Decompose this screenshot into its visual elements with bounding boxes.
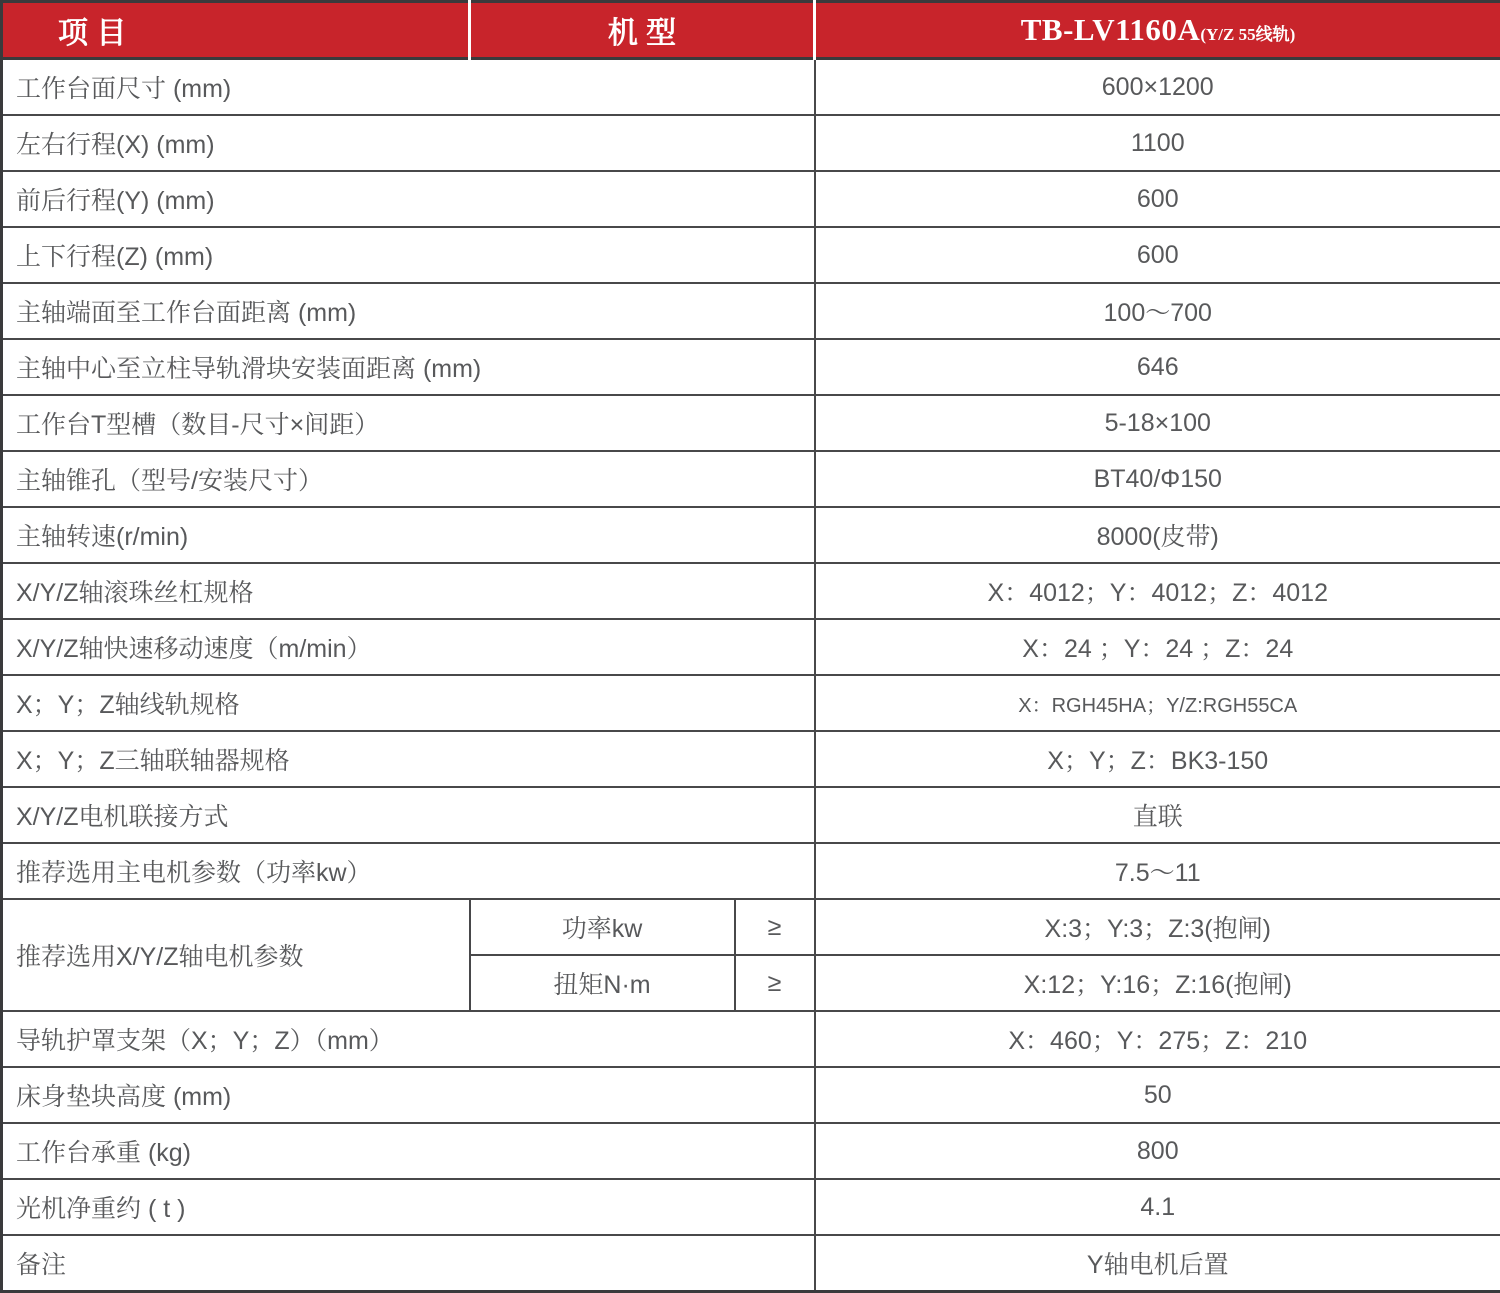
table-row: [2, 563, 1500, 619]
spec-label: 工作台T型槽（数目-尺寸×间距）: [2, 395, 815, 451]
spec-label: 工作台面尺寸 (mm): [2, 59, 815, 116]
table-row: [2, 395, 1500, 451]
spec-label: 左右行程(X) (mm): [2, 115, 815, 171]
table-row: [2, 451, 1500, 507]
sub-param-label: 扭矩N·m: [470, 955, 735, 1011]
table-row: [2, 1123, 1500, 1179]
spec-label: 主轴端面至工作台面距离 (mm): [2, 283, 815, 339]
table-row: [2, 507, 1500, 563]
spec-value: X：RGH45HA；Y/Z:RGH55CA: [815, 675, 1500, 731]
table-row: [2, 1235, 1500, 1292]
spec-value: 直联: [815, 787, 1500, 843]
spec-label: 床身垫块高度 (mm): [2, 1067, 815, 1123]
table-row: [2, 1011, 1500, 1067]
model-suffix: (Y/Z 55线轨): [1200, 25, 1295, 44]
table-row: [2, 1179, 1500, 1235]
table-row: [2, 787, 1500, 843]
spec-label: X；Y；Z三轴联轴器规格: [2, 731, 815, 787]
spec-label: 上下行程(Z) (mm): [2, 227, 815, 283]
spec-value: 7.5～11: [815, 843, 1500, 899]
table-row: [2, 843, 1500, 899]
spec-value: X：460；Y：275；Z：210: [815, 1011, 1500, 1067]
spec-value: 4.1: [815, 1179, 1500, 1235]
spec-value: 8000(皮带): [815, 507, 1500, 563]
spec-value: 800: [815, 1123, 1500, 1179]
table-row: [2, 731, 1500, 787]
table-row: [2, 171, 1500, 227]
spec-label: 推荐选用X/Y/Z轴电机参数: [2, 899, 470, 1011]
spec-label: X/Y/Z电机联接方式: [2, 787, 815, 843]
spec-label: 主轴中心至立柱导轨滑块安装面距离 (mm): [2, 339, 815, 395]
spec-label: 工作台承重 (kg): [2, 1123, 815, 1179]
table-row: [2, 619, 1500, 675]
spec-value: 100～700: [815, 283, 1500, 339]
spec-value: X：24 ；Y：24 ；Z：24: [815, 619, 1500, 675]
spec-label: 备注: [2, 1235, 815, 1292]
spec-label: 主轴锥孔（型号/安装尺寸）: [2, 451, 815, 507]
table-row: [2, 115, 1500, 171]
table-row: [2, 227, 1500, 283]
table-row: [2, 59, 1500, 116]
table-row: [2, 339, 1500, 395]
spec-value: X：4012；Y：4012；Z：4012: [815, 563, 1500, 619]
spec-label: X/Y/Z轴快速移动速度（m/min）: [2, 619, 815, 675]
sub-param-label: 功率kw: [470, 899, 735, 955]
header-row: [2, 2, 1500, 59]
spec-value: 600×1200: [815, 59, 1500, 116]
model-name: TB-LV1160A: [1021, 12, 1201, 47]
spec-label: 推荐选用主电机参数（功率kw）: [2, 843, 815, 899]
table-row: [2, 283, 1500, 339]
spec-value: 1100: [815, 115, 1500, 171]
spec-label: 前后行程(Y) (mm): [2, 171, 815, 227]
spec-label: 光机净重约 ( t ): [2, 1179, 815, 1235]
spec-label: X/Y/Z轴滚珠丝杠规格: [2, 563, 815, 619]
spec-value: Y轴电机后置: [815, 1235, 1500, 1292]
spec-value: X:12；Y:16；Z:16(抱闸): [815, 955, 1500, 1011]
table-row: [2, 675, 1500, 731]
spec-value: 600: [815, 227, 1500, 283]
spec-label: X；Y；Z轴线轨规格: [2, 675, 815, 731]
spec-label: 导轨护罩支架（X；Y；Z）（mm）: [2, 1011, 815, 1067]
spec-label: 主轴转速(r/min): [2, 507, 815, 563]
header-model-cell: [815, 2, 1500, 59]
spec-value: 50: [815, 1067, 1500, 1123]
header-model-label: 机 型: [470, 2, 815, 59]
spec-value: X:3；Y:3；Z:3(抱闸): [815, 899, 1500, 955]
spec-value: BT40/Φ150: [815, 451, 1500, 507]
gte-symbol: ≥: [735, 955, 815, 1011]
spec-value: 646: [815, 339, 1500, 395]
spec-value: X；Y；Z：BK3-150: [815, 731, 1500, 787]
spec-value: 600: [815, 171, 1500, 227]
header-item-label: 项 目: [2, 2, 470, 59]
table-row-motor-params-power: [2, 899, 1500, 955]
gte-symbol: ≥: [735, 899, 815, 955]
table-row: [2, 1067, 1500, 1123]
spec-value: 5-18×100: [815, 395, 1500, 451]
